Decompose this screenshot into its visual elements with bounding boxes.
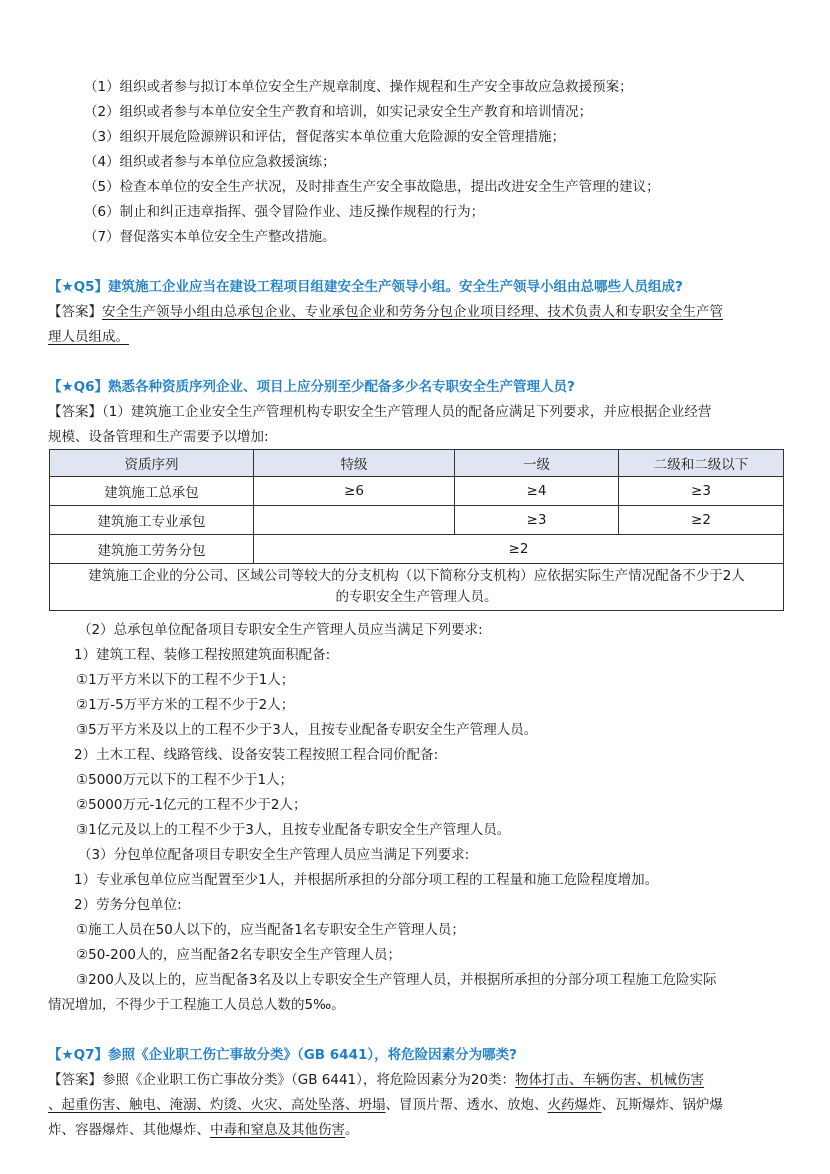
duty-item-4: （4）组织或者参与本单位应急救援演练； bbox=[84, 154, 336, 170]
q6-question: 【★Q6】熟悉各种资质序列企业、项目上应分别至少配备多少名专职安全生产管理人员? bbox=[48, 379, 575, 395]
table-cell: ≥3 bbox=[619, 477, 784, 506]
q5-answer-text-2: 理人员组成。 bbox=[48, 329, 129, 345]
duty-item-6: （6）制止和纠正违章指挥、强令冒险作业、违反操作规程的行为； bbox=[84, 204, 485, 220]
q6-line: 情况增加，不得少于工程施工人员总人数的5‰。 bbox=[48, 997, 345, 1013]
q6-line: ③1亿元及以上的工程不少于3人，且按专业配备专职安全生产管理人员。 bbox=[76, 822, 511, 838]
q6-line: ③200人及以上的，应当配备3名及以上专职安全生产管理人员，并根据所承担的分部分项工程施工危险实际 bbox=[76, 972, 717, 988]
q5-question: 【★Q5】建筑施工企业应当在建设工程项目组建安全生产领导小组。安全生产领导小组由总哪些人员组成? bbox=[48, 279, 683, 295]
duty-item-7: （7）督促落实本单位安全生产整改措施。 bbox=[84, 229, 336, 245]
q7-underlined-text: 、起重伤害、触电、淹溺、灼烫、火灾、高处坠落、坍塌 bbox=[48, 1097, 386, 1113]
q6-line: ②1万-5万平方米的工程不少于2人； bbox=[76, 697, 295, 713]
q6-line: ①5000万元以下的工程不少于1人； bbox=[76, 772, 294, 788]
table-note-line-1: 建筑施工企业的分公司、区域公司等较大的分支机构（以下简称分支机构）应依据实际生产情况配备不少于2人 bbox=[88, 568, 745, 584]
table-cell: ≥3 bbox=[455, 506, 619, 535]
table-header-cell: 资质序列 bbox=[50, 450, 254, 477]
q7-answer-line-1 bbox=[48, 1067, 704, 1093]
duty-item-2: （2）组织或者参与本单位安全生产教育和培训，如实记录安全生产教育和培训情况； bbox=[84, 104, 593, 120]
duty-item-5: （5）检查本单位的安全生产状况，及时排查生产安全事故隐患，提出改进安全生产管理的建议； bbox=[84, 179, 660, 195]
q6-line: 2）劳务分包单位: bbox=[74, 897, 182, 913]
table-note bbox=[50, 564, 784, 611]
q7-text: 。 bbox=[345, 1122, 359, 1138]
q7-answer-line-2 bbox=[48, 1092, 723, 1118]
table-cell: ≥2 bbox=[619, 506, 784, 535]
q6-line: ①1万平方米以下的工程不少于1人； bbox=[76, 672, 295, 688]
table-cell bbox=[254, 506, 455, 535]
q7-question: 【★Q7】参照《企业职工伤亡事故分类》（GB 6441），将危险因素分为哪类? bbox=[48, 1047, 517, 1063]
q6-line: ②5000万元-1亿元的工程不少于2人； bbox=[76, 797, 307, 813]
q6-answer-line-2: 规模、设备管理和生产需要予以增加: bbox=[48, 429, 269, 445]
table-row bbox=[50, 506, 784, 535]
q5-answer-text-1: 安全生产领导小组由总承包企业、专业承包企业和劳务分包企业项目经理、技术负责人和专职安全生产管 bbox=[102, 304, 723, 320]
table-cell: ≥6 bbox=[254, 477, 455, 506]
q6-line: ②50-200人的，应当配备2名专职安全生产管理人员； bbox=[76, 947, 402, 963]
table-row bbox=[50, 477, 784, 506]
q6-line: 1）专业承包单位应当配置至少1人，并根据所承担的分部分项工程的工程量和施工危险程度增加。 bbox=[74, 872, 659, 888]
q5-answer-tag: 【答案】 bbox=[48, 304, 102, 320]
duty-item-1: （1）组织或者参与拟订本单位安全生产规章制度、操作规程和生产安全事故应急救援预案； bbox=[84, 79, 633, 95]
q6-line: ③5万平方米及以上的工程不少于3人，且按专业配备专职安全生产管理人员。 bbox=[76, 722, 538, 738]
table-cell: 建筑施工专业承包 bbox=[50, 506, 254, 535]
q7-text: 、冒顶片帮、透水、放炮、 bbox=[385, 1097, 548, 1113]
table-cell: ≥4 bbox=[455, 477, 619, 506]
table-header-cell: 特级 bbox=[254, 450, 455, 477]
q6-answer-tag: 【答案】 bbox=[48, 404, 102, 420]
table-header-cell: 二级和二级以下 bbox=[619, 450, 784, 477]
table-note-line-2: 的专职安全生产管理人员。 bbox=[335, 589, 498, 605]
table-header-cell: 一级 bbox=[455, 450, 619, 477]
staffing-table bbox=[49, 449, 784, 611]
q7-underlined-text: 火药爆炸 bbox=[547, 1097, 602, 1113]
q7-answer-prefix: 参照《企业职工伤亡事故分类》（GB 6441），将危险因素分为20类： bbox=[102, 1072, 516, 1088]
q7-underlined-text: 中毒和窒息及其他伤害 bbox=[210, 1122, 345, 1138]
q6-line: 1）建筑工程、装修工程按照建筑面积配备: bbox=[74, 647, 331, 663]
q6-line: 2）土木工程、线路管线、设备安装工程按照工程合同价配备: bbox=[74, 747, 439, 763]
table-note-row bbox=[50, 564, 784, 611]
duty-item-3: （3）组织开展危险源辨识和评估，督促落实本单位重大危险源的安全管理措施； bbox=[84, 129, 566, 145]
q6-line: ①施工人员在50人以下的，应当配备1名专职安全生产管理人员； bbox=[76, 922, 465, 938]
q6-line: （3）分包单位配备项目专职安全生产管理人员应当满足下列要求: bbox=[78, 847, 470, 863]
q5-answer-line-1 bbox=[48, 299, 723, 325]
q7-text: 炸、容器爆炸、其他爆炸、 bbox=[48, 1122, 210, 1138]
q6-answer-line-1 bbox=[48, 399, 711, 425]
table-cell: 建筑施工劳务分包 bbox=[50, 535, 254, 564]
q5-answer-line-2 bbox=[48, 324, 129, 350]
q7-text: 、瓦斯爆炸、锅炉爆 bbox=[601, 1097, 723, 1113]
table-header-row bbox=[50, 450, 784, 477]
q6-answer-text-1: （1）建筑施工企业安全生产管理机构专职安全生产管理人员的配备应满足下列要求，并应根据企业经营 bbox=[102, 404, 712, 420]
q6-line: （2）总承包单位配备项目专职安全生产管理人员应当满足下列要求: bbox=[78, 622, 483, 638]
q7-underlined-text: 物体打击、车辆伤害、机械伤害 bbox=[515, 1072, 705, 1088]
table-cell: ≥2 bbox=[254, 535, 784, 564]
table-row bbox=[50, 535, 784, 564]
q7-answer-tag: 【答案】 bbox=[48, 1072, 102, 1088]
table-cell: 建筑施工总承包 bbox=[50, 477, 254, 506]
q7-answer-line-3 bbox=[48, 1117, 359, 1143]
